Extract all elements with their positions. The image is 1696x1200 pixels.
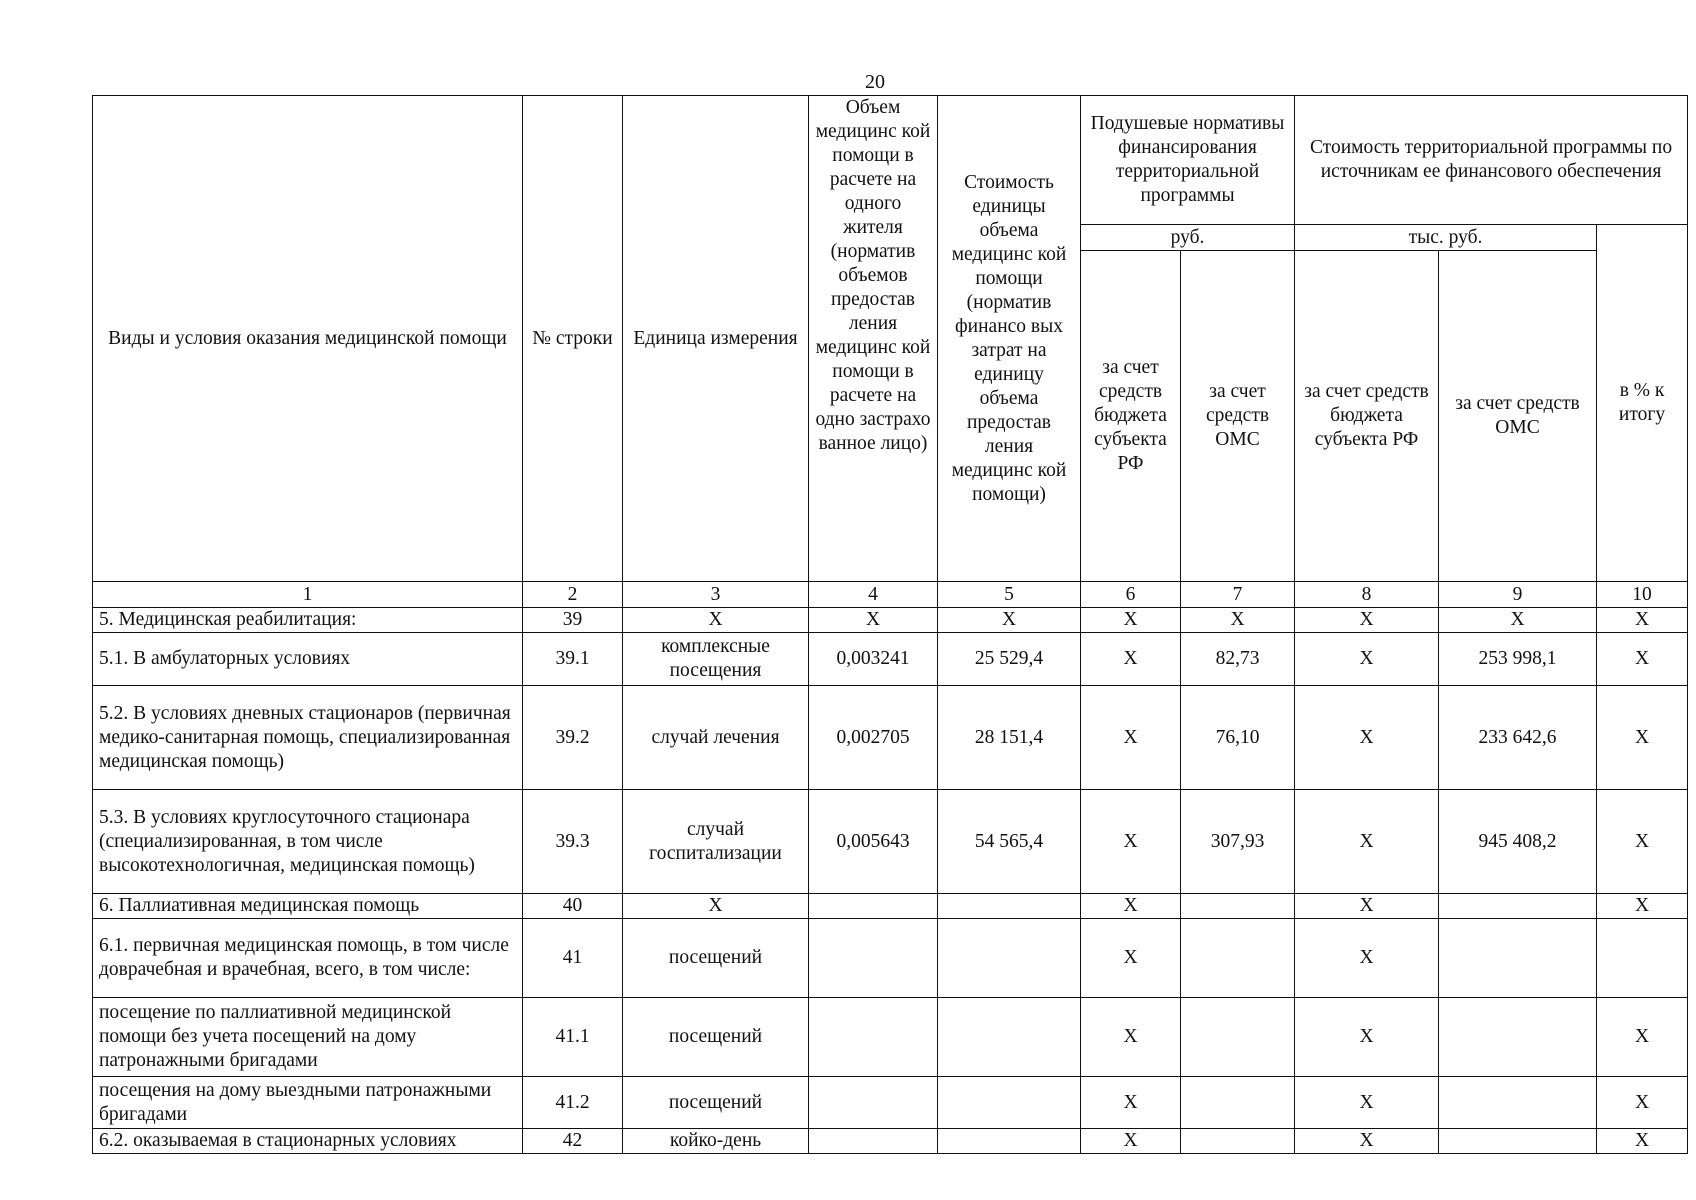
row-line-number: 39.1 (523, 633, 623, 686)
row-total-oms (1439, 894, 1597, 919)
column-number-row (93, 582, 1688, 608)
header-line-number: № строки (523, 96, 623, 582)
row-pc-oms (1181, 998, 1295, 1077)
row-line-number: 42 (523, 1129, 623, 1154)
row-volume (809, 998, 938, 1077)
row-volume: 0,003241 (809, 633, 938, 686)
row-total-oms: 945 408,2 (1439, 790, 1597, 894)
table-row (93, 686, 1688, 790)
table-row (93, 998, 1688, 1077)
row-pc-oms (1181, 919, 1295, 998)
row-pc-budget: Х (1081, 1077, 1181, 1129)
row-total-budget: Х (1295, 1129, 1439, 1154)
row-name: 5.2. В условиях дневных стационаров (первичная медико-санитарная помощь, специализированная медицинская помощь) (93, 686, 523, 790)
header-percent: в % к итогу (1597, 225, 1688, 582)
row-total-budget: Х (1295, 633, 1439, 686)
row-volume (809, 919, 938, 998)
page-number: 20 (865, 71, 885, 93)
row-name: 6.1. первичная медицинская помощь, в том числе доврачебная и врачебная, всего, в том числе: (93, 919, 523, 998)
row-total-budget: Х (1295, 1077, 1439, 1129)
row-name: посещения на дому выездными патронажными бригадами (93, 1077, 523, 1129)
row-total-oms (1439, 919, 1597, 998)
table-row (93, 608, 1688, 633)
row-percent: Х (1597, 998, 1688, 1077)
row-unit-cost (938, 894, 1081, 919)
row-pc-budget: Х (1081, 790, 1181, 894)
row-percent (1597, 919, 1688, 998)
header-row (93, 96, 1688, 225)
row-pc-oms (1181, 1129, 1295, 1154)
header-pc-oms: за счет средств ОМС (1181, 251, 1295, 582)
row-volume (809, 1129, 938, 1154)
row-percent: Х (1597, 790, 1688, 894)
row-line-number: 41 (523, 919, 623, 998)
column-number: 7 (1181, 582, 1295, 608)
row-unit: посещений (623, 1077, 809, 1129)
row-name: 5. Медицинская реабилитация: (93, 608, 523, 633)
row-total-budget: Х (1295, 998, 1439, 1077)
row-unit-cost: 25 529,4 (938, 633, 1081, 686)
row-percent: Х (1597, 633, 1688, 686)
row-unit: Х (623, 608, 809, 633)
row-pc-budget: Х (1081, 633, 1181, 686)
header-types-conditions: Виды и условия оказания медицинской помощи (93, 96, 523, 582)
row-line-number: 39.2 (523, 686, 623, 790)
row-total-budget: Х (1295, 919, 1439, 998)
header-total-oms: за счет средств ОМС (1439, 251, 1597, 582)
row-unit-cost (938, 1077, 1081, 1129)
row-total-oms (1439, 1129, 1597, 1154)
row-unit-cost (938, 1129, 1081, 1154)
row-name: 5.1. В амбулаторных условиях (93, 633, 523, 686)
table-row (93, 1077, 1688, 1129)
row-line-number: 39.3 (523, 790, 623, 894)
row-percent: Х (1597, 686, 1688, 790)
row-unit-cost (938, 919, 1081, 998)
row-total-oms: Х (1439, 608, 1597, 633)
header-per-capita-group: Подушевые нормативы финансирования территориальной программы (1081, 96, 1295, 225)
row-name: посещение по паллиативной медицинской помощи без учета посещений на дому патронажными бригадами (93, 998, 523, 1077)
column-number: 4 (809, 582, 938, 608)
row-pc-oms: 307,93 (1181, 790, 1295, 894)
header-unit: Единица измерения (623, 96, 809, 582)
row-line-number: 40 (523, 894, 623, 919)
column-number: 5 (938, 582, 1081, 608)
row-unit-cost (938, 998, 1081, 1077)
row-unit: комплексные посещения (623, 633, 809, 686)
row-percent: Х (1597, 1077, 1688, 1129)
header-per-capita-unit: руб. (1081, 225, 1295, 251)
column-number: 3 (623, 582, 809, 608)
column-number: 9 (1439, 582, 1597, 608)
row-line-number: 41.1 (523, 998, 623, 1077)
row-unit-cost: 54 565,4 (938, 790, 1081, 894)
table-row (93, 1129, 1688, 1154)
row-pc-budget: Х (1081, 998, 1181, 1077)
table-row (93, 919, 1688, 998)
row-volume (809, 894, 938, 919)
row-line-number: 39 (523, 608, 623, 633)
row-pc-budget: Х (1081, 919, 1181, 998)
row-unit: случай госпитализации (623, 790, 809, 894)
row-total-oms: 233 642,6 (1439, 686, 1597, 790)
row-unit: Х (623, 894, 809, 919)
row-percent: Х (1597, 894, 1688, 919)
row-pc-budget: Х (1081, 686, 1181, 790)
header-total-budget: за счет средств бюджета субъекта РФ (1295, 251, 1439, 582)
column-number: 1 (93, 582, 523, 608)
header-pc-budget: за счет средств бюджета субъекта РФ (1081, 251, 1181, 582)
row-total-budget: Х (1295, 686, 1439, 790)
row-total-oms (1439, 998, 1597, 1077)
table-row (93, 894, 1688, 919)
row-pc-budget: Х (1081, 1129, 1181, 1154)
row-total-oms (1439, 1077, 1597, 1129)
row-percent: Х (1597, 608, 1688, 633)
row-volume (809, 1077, 938, 1129)
table-row (93, 790, 1688, 894)
row-unit: посещений (623, 998, 809, 1077)
row-pc-budget: Х (1081, 894, 1181, 919)
row-pc-oms: 76,10 (1181, 686, 1295, 790)
row-volume: 0,005643 (809, 790, 938, 894)
column-number: 8 (1295, 582, 1439, 608)
row-line-number: 41.2 (523, 1077, 623, 1129)
row-unit: посещений (623, 919, 809, 998)
column-number: 10 (1597, 582, 1688, 608)
row-unit-cost: 28 151,4 (938, 686, 1081, 790)
row-volume: Х (809, 608, 938, 633)
row-pc-oms: Х (1181, 608, 1295, 633)
row-unit: койко-день (623, 1129, 809, 1154)
row-total-budget: Х (1295, 790, 1439, 894)
row-name: 6. Паллиативная медицинская помощь (93, 894, 523, 919)
row-pc-oms (1181, 894, 1295, 919)
row-percent: Х (1597, 1129, 1688, 1154)
header-unit-cost: Стоимость единицы объема медицинс кой помощи (норматив финансо вых затрат на единицу объема предостав ления медицинс кой помощи) (938, 96, 1081, 582)
column-number: 2 (523, 582, 623, 608)
row-total-budget: Х (1295, 894, 1439, 919)
row-pc-budget: Х (1081, 608, 1181, 633)
row-pc-oms (1181, 1077, 1295, 1129)
financing-table (92, 95, 1688, 1154)
row-total-oms: 253 998,1 (1439, 633, 1597, 686)
row-unit-cost: Х (938, 608, 1081, 633)
header-cost-group: Стоимость территориальной программы по источникам ее финансового обеспечения (1295, 96, 1688, 225)
header-volume: Объем медицинс кой помощи в расчете на одного жителя (норматив объемов предостав ления медицинс кой помощи в расчете на одно застрахо ванное лицо) (809, 96, 938, 582)
row-name: 5.3. В условиях круглосуточного стационара (специализированная, в том числе высокотехнологичная, медицинская помощь) (93, 790, 523, 894)
column-number: 6 (1081, 582, 1181, 608)
header-cost-unit: тыс. руб. (1295, 225, 1597, 251)
row-name: 6.2. оказываемая в стационарных условиях (93, 1129, 523, 1154)
row-pc-oms: 82,73 (1181, 633, 1295, 686)
row-unit: случай лечения (623, 686, 809, 790)
table-row (93, 633, 1688, 686)
row-total-budget: Х (1295, 608, 1439, 633)
row-volume: 0,002705 (809, 686, 938, 790)
